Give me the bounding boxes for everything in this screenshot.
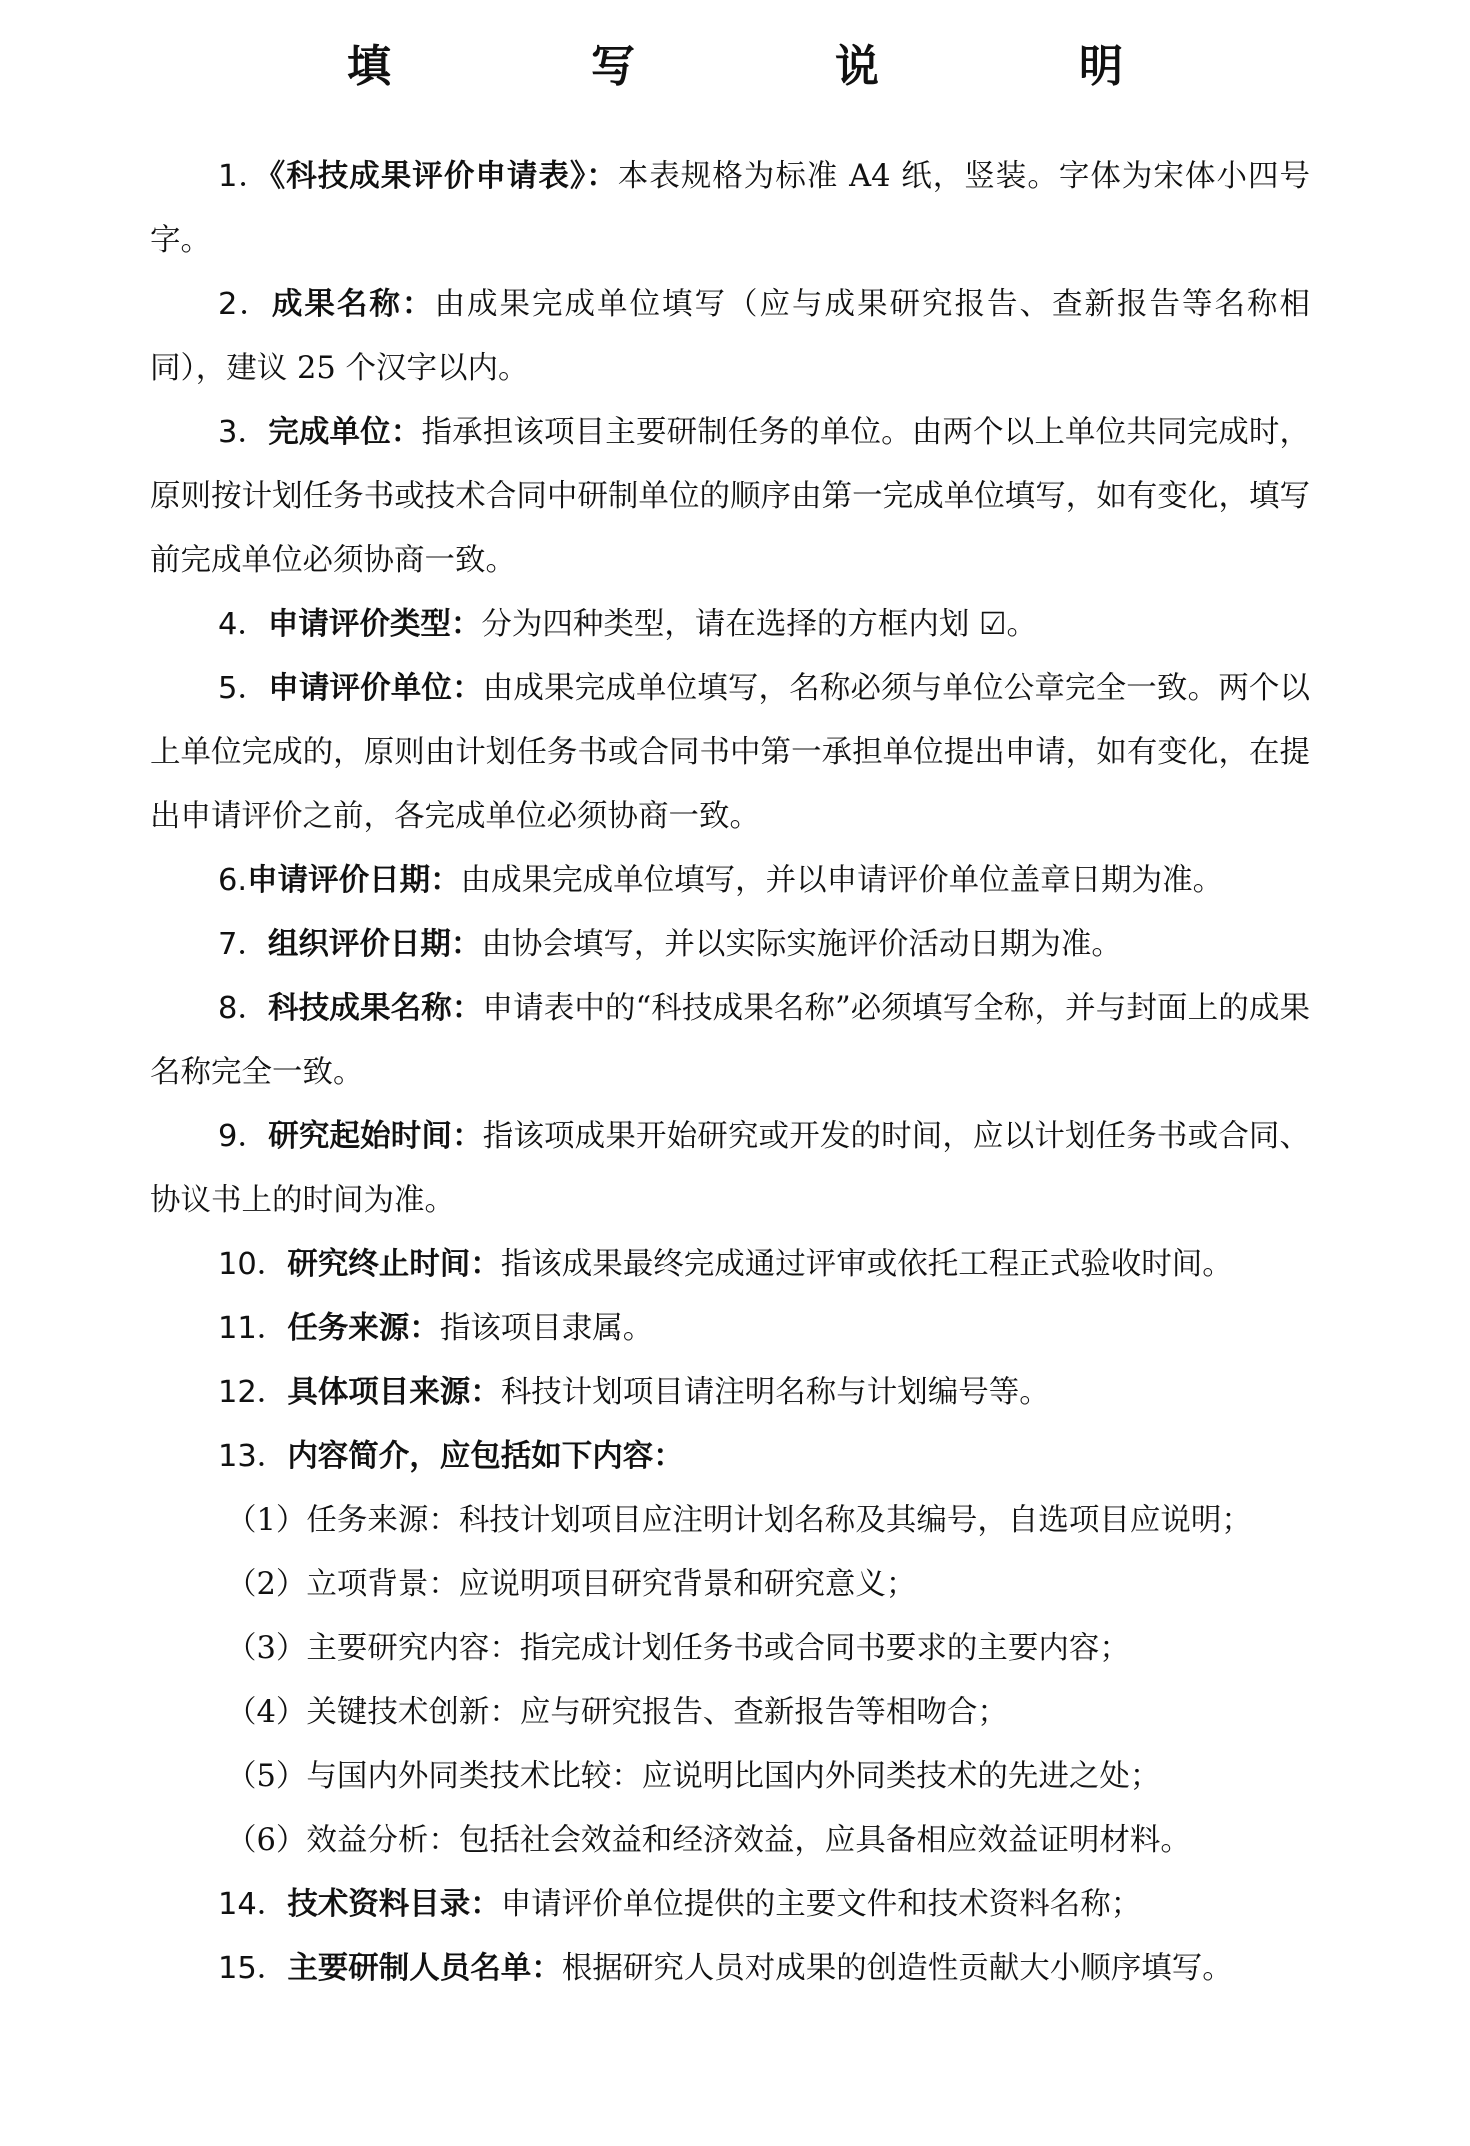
list-item: 11．任务来源：指该项目隶属。 [218, 1311, 654, 1346]
list-item: 2．成果名称：由成果完成单位填写（应与成果研究报告、查新报告等名称相同），建议 25 个汉字以内。 [150, 287, 1311, 386]
list-item: 13．内容简介，应包括如下内容： [218, 1439, 684, 1474]
list-item: 3．完成单位：指承担该项目主要研制任务的单位。由两个以上单位共同完成时，原则按计划任务书或技术合同中研制单位的顺序由第一完成单位填写，如有变化，填写前完成单位必须协商一致。 [150, 415, 1311, 578]
page-title: 填 写 说 明 [347, 41, 1201, 92]
sub-list-item: （1）任务来源：科技计划项目应注明计划名称及其编号，自选项目应说明； [226, 1503, 1252, 1538]
list-item: 5．申请评价单位：由成果完成单位填写，名称必须与单位公章完全一致。两个以上单位完成的，原则由计划任务书或合同书中第一承担单位提出申请，如有变化，在提出申请评价之前，各完成单位必须协商一致。 [150, 671, 1311, 834]
sub-list-item: （2）立项背景：应说明项目研究背景和研究意义； [226, 1567, 917, 1602]
list-item: 9．研究起始时间：指该项成果开始研究或开发的时间，应以计划任务书或合同、协议书上的时间为准。 [150, 1119, 1311, 1218]
list-item: 8．科技成果名称：申请表中的“科技成果名称”必须填写全称，并与封面上的成果名称完全一致。 [150, 991, 1311, 1090]
list-item: 15．主要研制人员名单：根据研究人员对成果的创造性贡献大小顺序填写。 [218, 1951, 1233, 1986]
list-item: 7．组织评价日期：由协会填写，并以实际实施评价活动日期为准。 [218, 927, 1122, 962]
list-item: 1．《科技成果评价申请表》：本表规格为标准 A4 纸，竖装。字体为宋体小四号字。 [150, 159, 1310, 258]
list-item: 4．申请评价类型：分为四种类型，请在选择的方框内划 ☑。 [218, 607, 1037, 642]
sub-list-item: （4）关键技术创新：应与研究报告、查新报告等相吻合； [226, 1695, 1008, 1730]
sub-list-item: （5）与国内外同类技术比较：应说明比国内外同类技术的先进之处； [226, 1759, 1161, 1794]
list-item: 14．技术资料目录：申请评价单位提供的主要文件和技术资料名称； [218, 1887, 1142, 1922]
list-item: 10．研究终止时间：指该成果最终完成通过评审或依托工程正式验收时间。 [218, 1247, 1233, 1282]
sub-list-item: （6）效益分析：包括社会效益和经济效益，应具备相应效益证明材料。 [226, 1823, 1191, 1858]
list-item: 6.申请评价日期：由成果完成单位填写，并以申请评价单位盖章日期为准。 [218, 863, 1224, 898]
list-item: 12．具体项目来源：科技计划项目请注明名称与计划编号等。 [218, 1375, 1050, 1410]
sub-list-item: （3）主要研究内容：指完成计划任务书或合同书要求的主要内容； [226, 1631, 1130, 1666]
instructions-body [150, 145, 1310, 2001]
